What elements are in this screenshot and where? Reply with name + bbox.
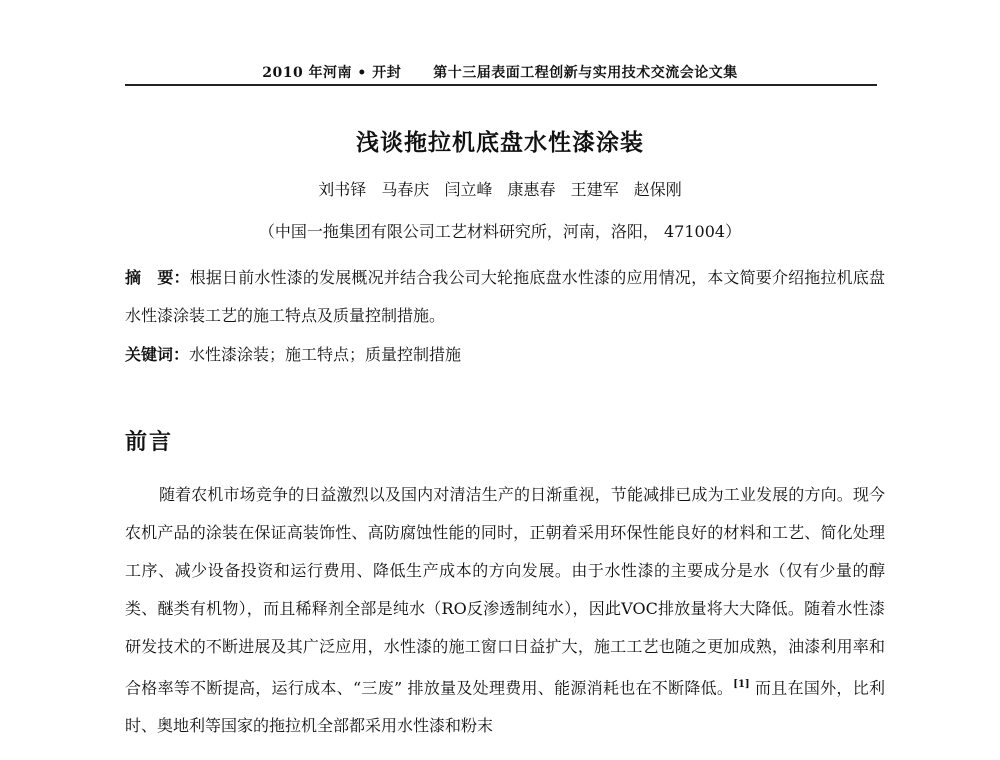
section-heading: 前言 xyxy=(125,429,174,455)
author-name: 闫立峰 xyxy=(444,180,493,199)
running-header xyxy=(0,62,1000,82)
author-name: 刘书铎 xyxy=(318,180,367,199)
abstract xyxy=(125,259,885,335)
author-name: 马春庆 xyxy=(381,180,430,199)
keywords xyxy=(125,342,885,365)
body-paragraph xyxy=(125,476,885,745)
author-name: 康惠春 xyxy=(507,180,556,199)
paper-title: 浅谈拖拉机底盘水性漆涂装 xyxy=(356,129,644,156)
author-name: 赵保刚 xyxy=(633,180,682,199)
citation-marker: [1] xyxy=(733,679,750,690)
running-header-proceedings: 第十三届表面工程创新与实用技术交流会论文集 xyxy=(433,65,738,81)
abstract-text: 根据日前水性漆的发展概况并结合我公司大轮拖底盘水性漆的应用情况，本文简要介绍拖拉机底盘水性漆涂装工艺的施工特点及质量控制措施。 xyxy=(125,268,885,325)
author-list xyxy=(0,177,1000,200)
paragraph-text: 随着农机市场竞争的日益激烈以及国内对清洁生产的日渐重视，节能减排已成为工业发展的方向。现今农机产品的涂装在保证高装饰性、高防腐蚀性能的同时，正朝着采用环保性能良好的材料和工艺、简化处理工序、减少设备投资和运行费用、降低生产成本的方向发展。由于水性漆的主要成分是水（仅有少量的醇类、醚类有机物），而且稀释剂全部是纯水（RO反渗透制纯水），因此VOC排放量将大大降低。随着水性漆研发技术的不断进展及其广泛应用，水性漆的施工窗口日益扩大，施工工艺也随之更加成熟，油漆利用率和合格率等不断提高，运行成本、“三废” 排放量及处理费用、能源消耗也在不断降低。 xyxy=(125,485,885,698)
header-rule xyxy=(125,84,877,86)
abstract-label: 摘 要： xyxy=(125,268,190,287)
keywords-text: 水性漆涂装；施工特点；质量控制措施 xyxy=(189,345,462,364)
running-header-location: 2010 年河南 • 开封 xyxy=(262,65,402,81)
affiliation: （中国一拖集团有限公司工艺材料研究所，河南，洛阳， 471004） xyxy=(258,222,742,241)
keywords-label: 关键词： xyxy=(125,345,190,364)
paragraph-text-continued: 而且在国外，比利时、奥地利等国家的拖拉机全部都采用水性漆和粉末 xyxy=(125,678,885,736)
author-name: 王建军 xyxy=(570,180,619,199)
